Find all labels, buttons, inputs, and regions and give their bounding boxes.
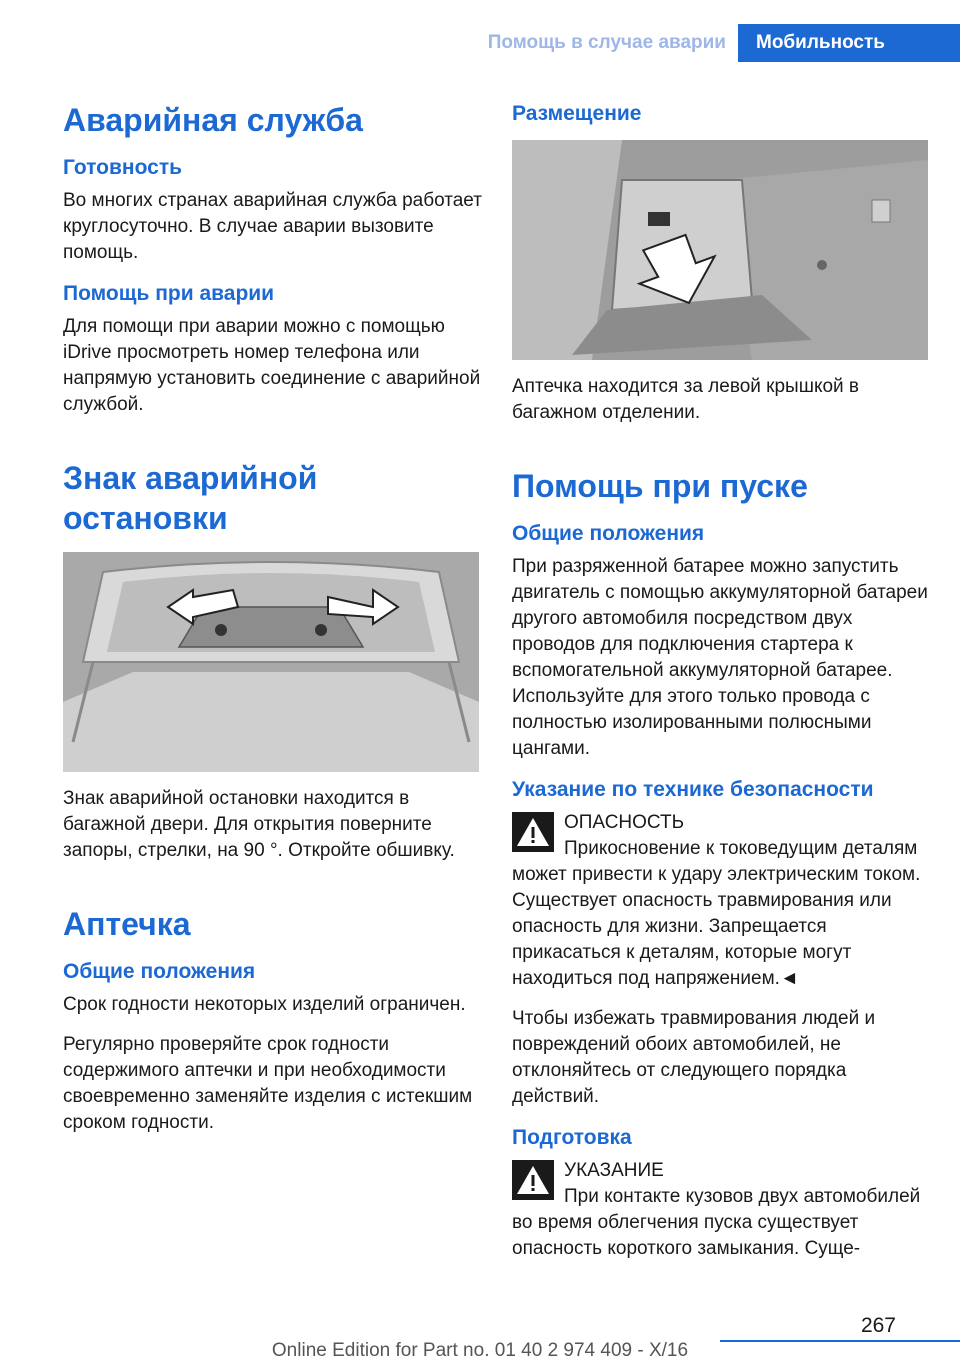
caution-triangle-icon <box>512 1160 554 1200</box>
danger-notice <box>512 810 932 992</box>
header-chapter-tab: Мобильность <box>738 24 960 62</box>
warning-triangle-illustration <box>63 552 479 772</box>
paragraph-first-aid-shelf-life: Срок годности некоторых изделий ограничен. <box>63 994 466 1015</box>
paragraph-safety-order: Чтобы избежать травмирования людей и повреждений обоих автомобилей, не отклоняйтесь от следующего порядка действий. <box>512 1008 876 1107</box>
first-aid-kit-illustration <box>512 140 928 360</box>
notice-box <box>512 1158 932 1262</box>
left-column <box>63 100 483 1150</box>
paragraph-first-aid-check: Регулярно проверяйте срок годности содержимого аптечки и при необходимости своевременно заменяйте изделия с истекшим сроком годности. <box>63 1034 473 1133</box>
notice-text: При контакте кузовов двух автомобилей во время облегчения пуска существует опасность короткого замыкания. Суще- <box>512 1186 921 1259</box>
warning-triangle-icon <box>512 812 554 852</box>
subheading-readiness: Готовность <box>63 156 183 179</box>
right-column <box>512 100 932 1276</box>
subheading-preparation: Подготовка <box>512 1126 632 1149</box>
paragraph-readiness: Во многих странах аварийная служба работает круглосуточно. В случае аварии вызовите помощь. <box>63 190 482 263</box>
heading-jump-start: Помощь при пуске <box>512 468 808 504</box>
edition-note: Online Edition for Part no. 01 40 2 974 409 - X/16 <box>271 1340 689 1361</box>
subheading-safety-note: Указание по технике безопасности <box>512 778 874 801</box>
page-footer <box>0 1300 960 1362</box>
paragraph-accident-help: Для помощи при аварии можно с помощью iDrive просмотреть номер телефона или напрямую установить соединение с аварийной службой. <box>63 316 481 415</box>
heading-warning-triangle: Знак аварийной остановки <box>63 460 318 536</box>
page-header <box>0 0 960 62</box>
subheading-jump-start-general: Общие положения <box>512 522 705 545</box>
caption-warning-triangle: Знак аварийной остановки находится в багажной двери. Для открытия поверните запоры, стрелки, на 90 °. Откройте обшивку. <box>63 788 455 861</box>
paragraph-jump-start-general: При разряженной батарее можно запустить двигатель с помощью аккумуляторной батареи другого автомобиля посредством двух проводов для подключения стартера к вспомогательной аккумуляторной батарее. Используйте для этого только провода с полностью изолированными полюсными цангами. <box>512 556 928 759</box>
subheading-placement: Размещение <box>512 102 642 125</box>
header-section-title: Помощь в случае аварии <box>487 32 726 53</box>
danger-title: ОПАСНОСТЬ <box>564 812 685 833</box>
danger-text: Прикосновение к токоведущим деталям может привести к удару электрическим током. Существует опасность травмирования или опасность для жизни. Запрещается прикасаться к деталям, которые могут находиться под напряжением.◄ <box>512 838 921 989</box>
heading-emergency-service: Аварийная служба <box>63 102 363 138</box>
subheading-accident-help: Помощь при аварии <box>63 282 275 305</box>
page-number: 267 <box>860 1314 896 1337</box>
subheading-first-aid-general: Общие положения <box>63 960 256 983</box>
notice-title: УКАЗАНИЕ <box>564 1160 664 1181</box>
caption-first-aid-kit: Аптечка находится за левой крышкой в багажном отделении. <box>512 376 860 423</box>
heading-first-aid-kit: Аптечка <box>63 906 191 942</box>
